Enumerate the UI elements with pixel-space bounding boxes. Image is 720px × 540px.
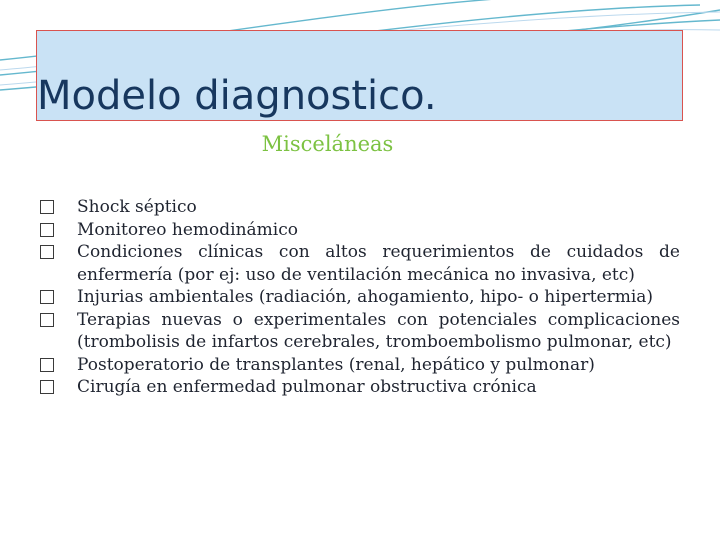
checkbox-bullet-icon (40, 200, 54, 214)
checkbox-bullet-icon (40, 223, 54, 237)
checkbox-bullet-icon (40, 313, 54, 327)
bullet-text: Injurias ambientales (radiación, ahogamiento, hipo- o hipertermia) (77, 287, 654, 307)
bullet-text: Terapias nuevas o experimentales con potenciales complicaciones (trombolisis de infartos cerebrales, tromboembolismo pulmonar, etc) (77, 309, 680, 352)
bullet-text: Condiciones clínicas con altos requerimientos de cuidados de enfermería (por ej: uso de ventilación mecánica no invasiva, etc) (77, 242, 680, 285)
checkbox-bullet-icon (40, 245, 54, 259)
slide-subtitle: Misceláneas (261, 132, 394, 156)
bullet-item (40, 196, 680, 219)
checkbox-bullet-icon (40, 290, 54, 304)
title-band (36, 30, 683, 121)
bullet-item (40, 354, 680, 377)
bullet-text: Monitoreo hemodinámico (77, 219, 298, 240)
bullet-item (40, 219, 680, 242)
bullet-item (40, 309, 680, 354)
slide-title: Modelo diagnostico. (37, 73, 437, 119)
checkbox-bullet-icon (40, 380, 54, 394)
bullet-text: Postoperatorio de transplantes (renal, hepático y pulmonar) (77, 354, 595, 375)
bullet-item (40, 286, 680, 309)
bullet-text: Cirugía en enfermedad pulmonar obstructiva crónica (77, 377, 537, 397)
bullet-item (40, 241, 680, 286)
bullet-list (40, 196, 680, 399)
bullet-item (40, 376, 680, 399)
checkbox-bullet-icon (40, 358, 54, 372)
bullet-text: Shock séptico (77, 197, 197, 217)
